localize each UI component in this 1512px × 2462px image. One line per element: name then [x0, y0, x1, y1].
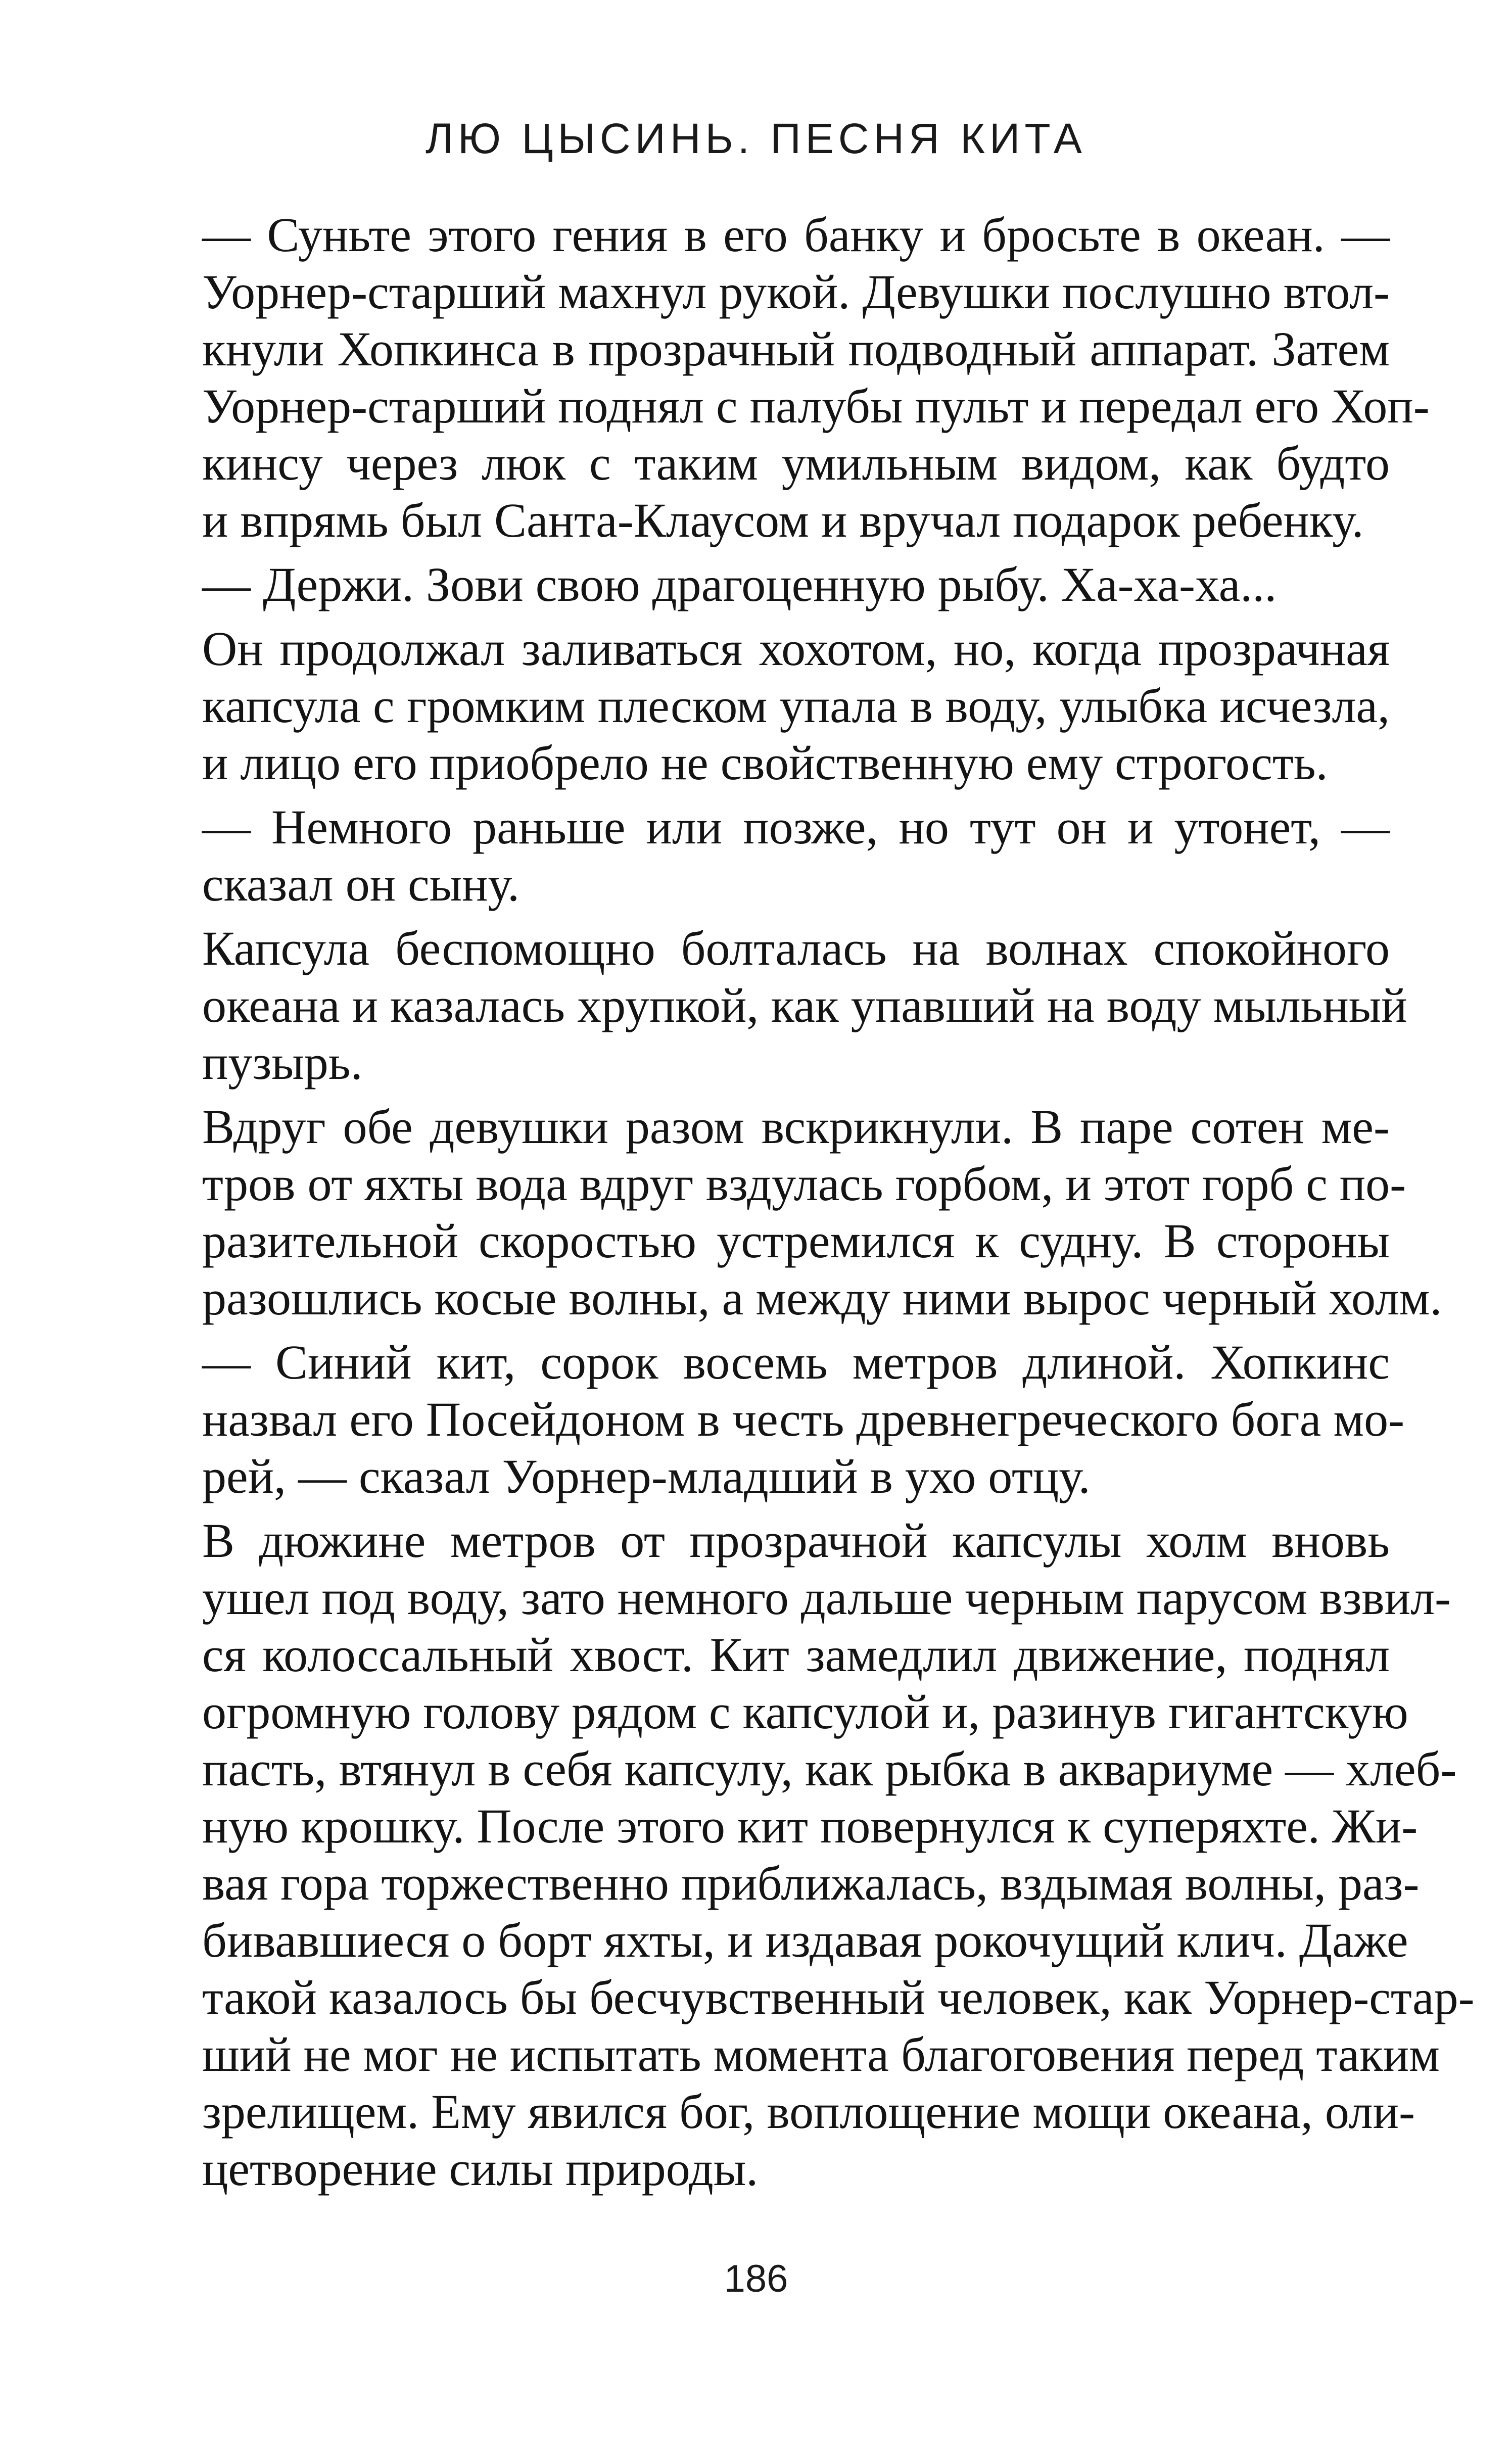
text-line: — Держи. Зови свою драгоценную рыбу. Ха-ха-ха...	[202, 557, 1277, 611]
paragraph	[126, 920, 1407, 1091]
text-line: ную крошку. После этого кит повернулся к суперяхте. Жи-	[202, 1799, 1418, 1853]
text-line: огромную голову рядом с капсулой и, разинув гигантскую	[202, 1685, 1408, 1739]
paragraph	[126, 1512, 1475, 2197]
text-line: океана и казалась хрупкой, как упавший на воду мыльный	[202, 978, 1407, 1032]
text-line: и лицо его приобрело не свойственную ему строгость.	[202, 736, 1328, 790]
text-line: разительной скоростью устремился к судну. В стороны	[202, 1214, 1390, 1268]
text-line: — Суньте этого гения в его банку и бросьте в океан. —	[202, 208, 1390, 262]
paragraph-gap	[126, 1505, 1390, 1512]
paragraph	[126, 620, 1390, 791]
text-line: — Немного раньше или позже, но тут он и утонет, —	[202, 800, 1390, 854]
text-line: такой казалось бы бесчувственный человек, как Уорнер-стар-	[202, 1970, 1475, 2024]
text-line: сказал он сыну.	[202, 857, 519, 911]
text-line: тров от яхты вода вдруг вздулась горбом, и этот горб с по-	[202, 1157, 1406, 1211]
text-line: Он продолжал заливаться хохотом, но, когда прозрачная	[202, 622, 1390, 676]
text-line: кнули Хопкинса в прозрачный подводный аппарат. Затем	[202, 322, 1390, 376]
text-line: и впрямь был Санта-Клаусом и вручал подарок ребенку.	[202, 493, 1364, 547]
text-line: цетворение силы природы.	[202, 2142, 759, 2196]
text-line: Уорнер-старший поднял с палубы пульт и передал его Хоп-	[202, 379, 1430, 433]
text-line: зрелищем. Ему явился бог, воплощение мощи океана, оли-	[202, 2085, 1415, 2139]
text-line: капсула с громким плеском упала в воду, улыбка исчезла,	[202, 679, 1390, 733]
text-line: пузырь.	[202, 1035, 363, 1090]
paragraph	[126, 1334, 1405, 1505]
paragraph-gap	[126, 1327, 1390, 1334]
text-line: бивавшиеся о борт яхты, и издавая рокочущий клич. Даже	[202, 1913, 1408, 1967]
paragraph	[126, 1098, 1442, 1327]
text-line: В дюжине метров от прозрачной капсулы холм вновь	[202, 1513, 1390, 1568]
paragraph-gap	[126, 549, 1390, 556]
text-line: ший не мог не испытать момента благоговения перед таким	[202, 2027, 1440, 2081]
paragraph-gap	[126, 613, 1390, 620]
paragraph	[126, 798, 1390, 913]
paragraph-gap	[126, 1091, 1390, 1098]
text-line: разошлись косые волны, а между ними вырос черный холм.	[202, 1271, 1442, 1325]
text-line: назвал его Посейдоном в честь древнегреческого бога мо-	[202, 1392, 1405, 1446]
text-line: рей, — сказал Уорнер-младший в ухо отцу.	[202, 1449, 1091, 1503]
text-line: Уорнер-старший махнул рукой. Девушки послушно втол-	[202, 265, 1390, 319]
paragraph	[126, 206, 1430, 549]
text-line: Вдруг обе девушки разом вскрикнули. В паре сотен ме-	[202, 1100, 1390, 1154]
text-line: Капсула беспомощно болталась на волнах спокойного	[202, 921, 1390, 975]
text-line: вая гора торжественно приближалась, вздымая волны, раз-	[202, 1856, 1420, 1910]
text-line: ушел под воду, зато немного дальше черным парусом взвил-	[202, 1571, 1451, 1625]
paragraph-gap	[126, 913, 1390, 920]
text-line: кинсу через люк с таким умильным видом, как будто	[202, 436, 1390, 490]
paragraph-gap	[126, 791, 1390, 798]
text-line: пасть, втянул в себя капсулу, как рыбка в аквариуме — хлеб-	[202, 1742, 1457, 1796]
running-head: ЛЮ ЦЫСИНЬ. ПЕСНЯ КИТА	[426, 115, 1086, 162]
paragraph	[126, 556, 1390, 613]
text-line: — Синий кит, сорок восемь метров длиной. Хопкинс	[202, 1335, 1390, 1389]
text-line: ся колоссальный хвост. Кит замедлил движение, поднял	[202, 1628, 1390, 1682]
page-number: 186	[724, 2257, 788, 2300]
body-text	[126, 206, 1475, 2197]
